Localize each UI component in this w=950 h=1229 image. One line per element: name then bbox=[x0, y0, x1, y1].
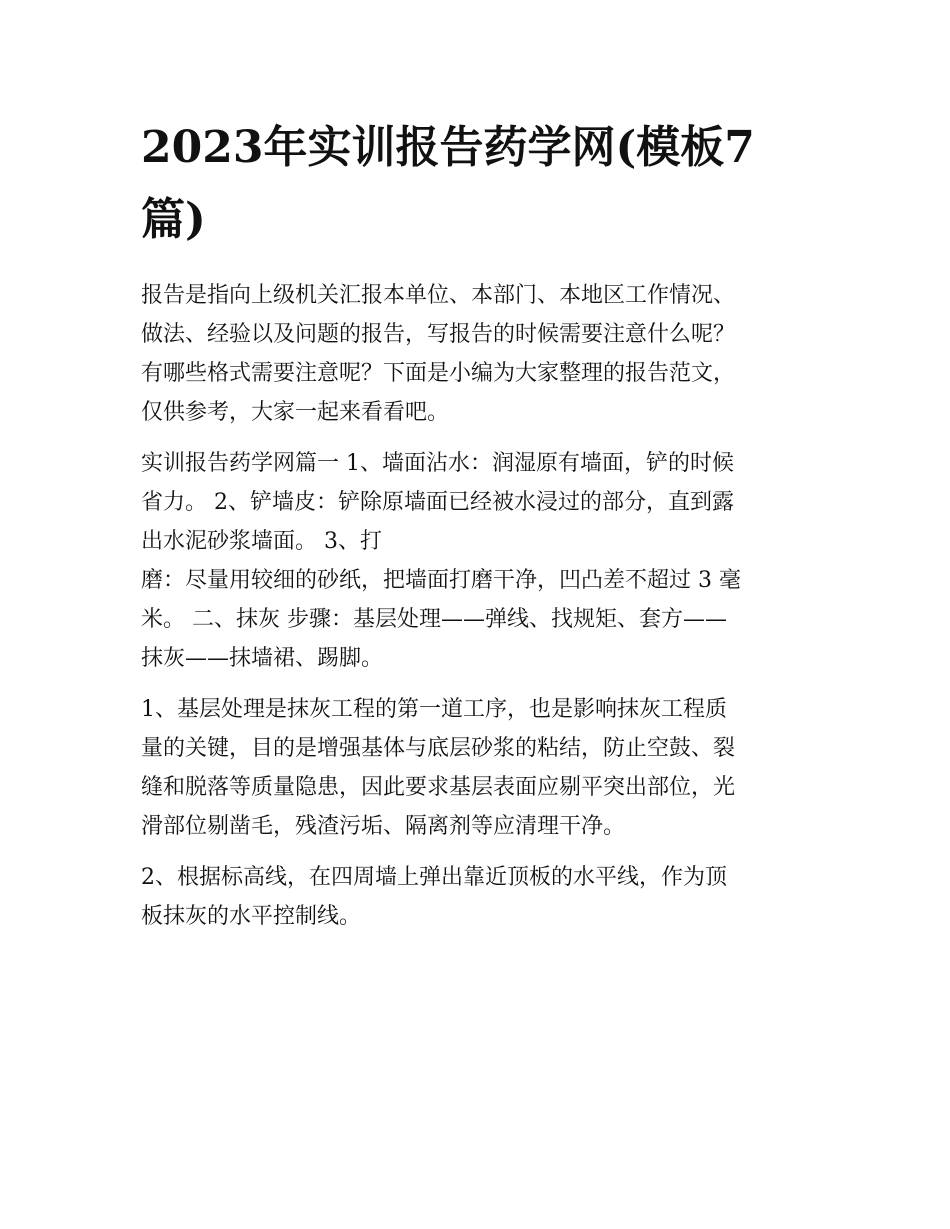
paragraph-line: 磨：尽量用较细的砂纸，把墙面打磨干净，凹凸差不超过 3 毫 bbox=[141, 568, 741, 593]
paragraph-line: 仅供参考，大家一起来看看吧。 bbox=[141, 400, 450, 425]
document-title bbox=[141, 112, 813, 256]
title-line-1: 2023年实训报告药学网(模板7 bbox=[141, 122, 755, 173]
paragraph-line: 米。 二、抹灰 步骤：基层处理——弹线、找规矩、套方—— bbox=[141, 607, 727, 632]
paragraph-line: 缝和脱落等质量隐患，因此要求基层表面应剔平突出部位，光 bbox=[141, 775, 736, 800]
paragraph-line: 2、根据标高线，在四周墙上弹出靠近顶板的水平线，作为顶 bbox=[141, 865, 727, 890]
paragraph-line: 做法、经验以及问题的报告，写报告的时候需要注意什么呢？ bbox=[141, 322, 736, 347]
intro-paragraph bbox=[141, 276, 813, 432]
paragraph-line: 报告是指向上级机关汇报本单位、本部门、本地区工作情况、 bbox=[141, 283, 736, 308]
paragraph-line: 实训报告药学网篇一 1、墙面沾水：润湿原有墙面，铲的时候 bbox=[141, 451, 734, 476]
step-one-paragraph bbox=[141, 690, 813, 846]
document-page bbox=[141, 112, 813, 948]
paragraph-line: 1、基层处理是抹灰工程的第一道工序，也是影响抹灰工程质 bbox=[141, 697, 727, 722]
paragraph-line: 有哪些格式需要注意呢？下面是小编为大家整理的报告范文， bbox=[141, 361, 736, 386]
paragraph-line: 省力。 2、铲墙皮：铲除原墙面已经被水浸过的部分，直到露 bbox=[141, 490, 734, 515]
paragraph-line: 滑部位剔凿毛，残渣污垢、隔离剂等应清理干净。 bbox=[141, 814, 626, 839]
section-one-paragraph bbox=[141, 444, 813, 678]
paragraph-line: 出水泥砂浆墙面。 3、打 bbox=[141, 529, 382, 554]
step-two-paragraph bbox=[141, 858, 813, 936]
paragraph-line: 量的关键，目的是增强基体与底层砂浆的粘结，防止空鼓、裂 bbox=[141, 736, 736, 761]
paragraph-line: 抹灰——抹墙裙、踢脚。 bbox=[141, 646, 384, 671]
paragraph-line: 板抹灰的水平控制线。 bbox=[141, 904, 362, 929]
title-line-2: 篇) bbox=[141, 194, 206, 245]
